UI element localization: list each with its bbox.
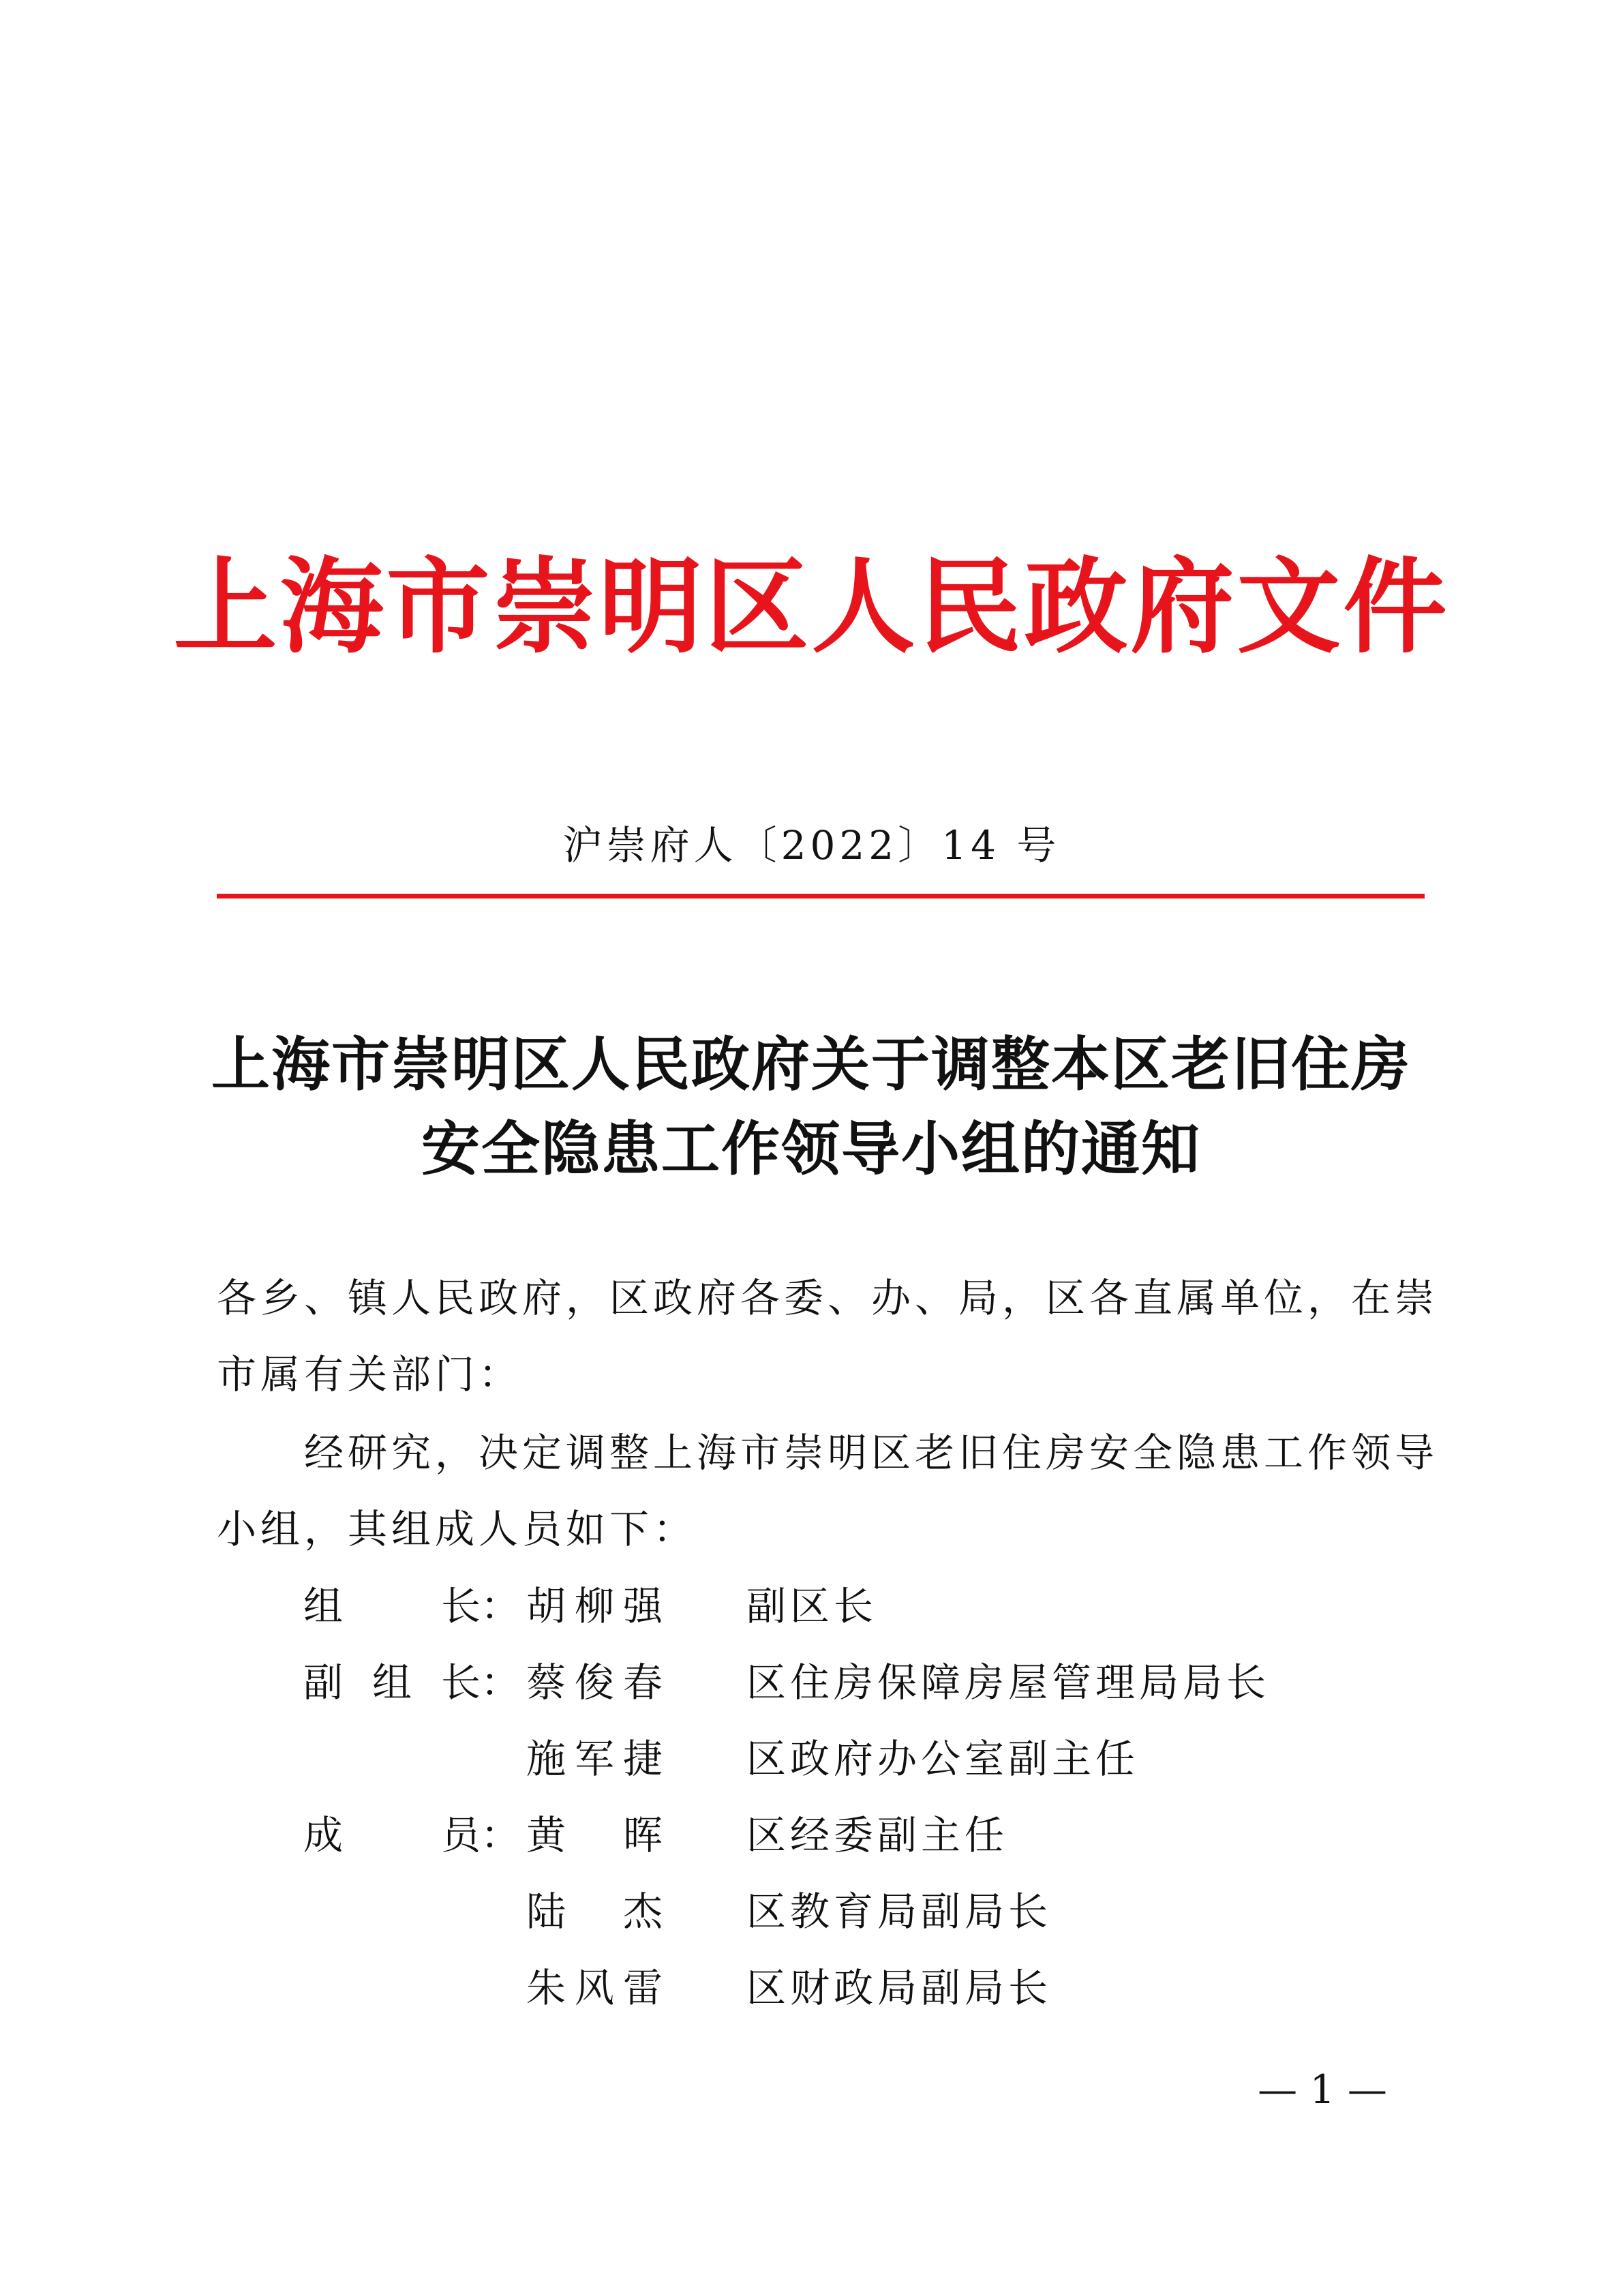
roster-member-position: 区住房保障房屋管理局局长 xyxy=(746,1659,1271,1706)
roster-row xyxy=(0,1644,1623,1721)
body-paragraph-line-1: 经研究，决定调整上海市崇明区老旧住房安全隐患工作领导 xyxy=(304,1430,1439,1476)
body-paragraph xyxy=(217,1415,1439,1567)
document-masthead: 上海市崇明区人民政府文件 xyxy=(173,545,1450,667)
roster-member-name: 施军捷 xyxy=(526,1736,663,1782)
page-number: — 1 — xyxy=(1258,2066,1387,2113)
red-divider-rule xyxy=(217,894,1425,898)
roster-role-label: 组长 xyxy=(303,1583,481,1629)
roster-member-name: 黄晖 xyxy=(526,1812,663,1858)
roster-member-name: 陆杰 xyxy=(526,1888,663,1935)
roster-colon: ： xyxy=(481,1583,521,1629)
roster-role-label: 成员 xyxy=(303,1812,481,1858)
document-number: 沪崇府人〔2022〕14 号 xyxy=(562,822,1061,868)
addressee-line-2: 市属有关部门： xyxy=(217,1351,523,1398)
roster-role xyxy=(303,1644,521,1721)
roster-member-position: 区政府办公室副主任 xyxy=(746,1736,1140,1782)
roster-row xyxy=(0,1950,1623,2026)
member-roster xyxy=(0,1568,1623,2026)
addressee-block xyxy=(217,1260,1439,1413)
roster-row xyxy=(0,1721,1623,1797)
roster-member-position: 区教育局副局长 xyxy=(746,1888,1052,1935)
roster-member-position: 区财政局副局长 xyxy=(746,1965,1052,2011)
roster-role-label: 副组长 xyxy=(303,1659,481,1706)
roster-row xyxy=(0,1568,1623,1644)
roster-member-position: 区经委副主任 xyxy=(746,1812,1009,1858)
notice-title-line-2: 安全隐患工作领导小组的通知 xyxy=(421,1115,1201,1183)
roster-colon: ： xyxy=(481,1812,521,1858)
notice-title-line-1: 上海市崇明区人民政府关于调整本区老旧住房 xyxy=(211,1030,1411,1099)
roster-row xyxy=(0,1797,1623,1873)
roster-row xyxy=(0,1873,1623,1950)
notice-title xyxy=(170,1023,1452,1192)
addressee-line-1: 各乡、镇人民政府，区政府各委、办、局，区各直属单位，在崇 xyxy=(217,1275,1439,1321)
body-paragraph-line-2: 小组，其组成人员如下： xyxy=(217,1506,697,1552)
roster-role xyxy=(303,1568,521,1644)
roster-member-name: 胡柳强 xyxy=(526,1583,663,1629)
roster-role xyxy=(303,1797,521,1873)
roster-member-name: 蔡俊春 xyxy=(526,1659,663,1706)
roster-colon: ： xyxy=(481,1659,521,1706)
roster-member-name: 朱风雷 xyxy=(526,1965,663,2011)
roster-member-position: 副区长 xyxy=(746,1583,878,1629)
